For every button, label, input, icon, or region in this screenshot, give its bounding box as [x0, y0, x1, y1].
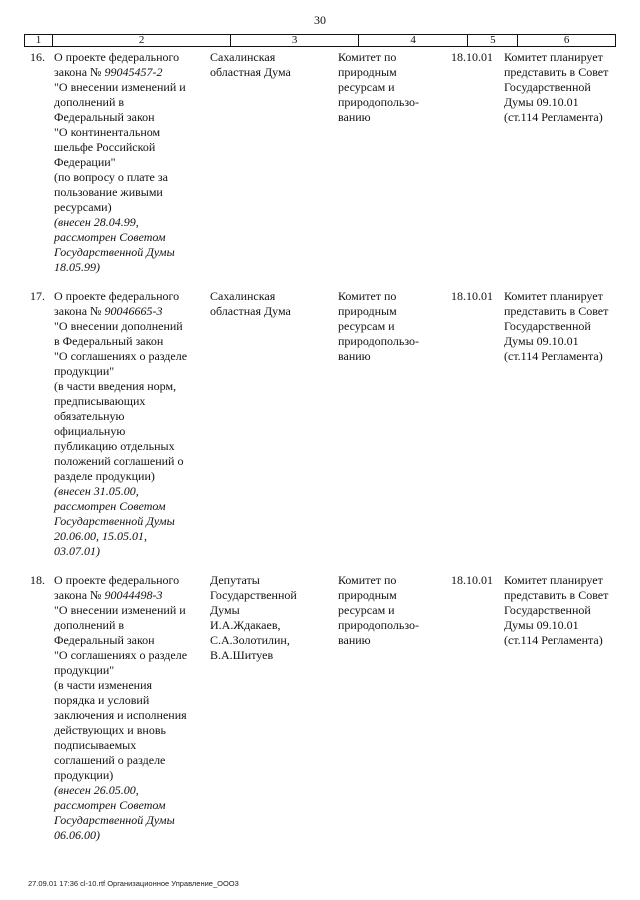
header-cell-1: 1 — [25, 35, 53, 46]
committee-line: ресурсам и — [338, 80, 395, 94]
author-line: областная Дума — [210, 304, 291, 318]
header-cell-6: 6 — [563, 34, 570, 46]
bill-author — [210, 573, 320, 663]
committee-line: ресурсам и — [338, 603, 395, 617]
description-line: Государственной Думы — [54, 813, 175, 827]
bill-author — [210, 289, 320, 319]
description-line: заключения и исполнения — [54, 708, 187, 722]
description-line: порядка и условий — [54, 693, 150, 707]
committee-line: природопользо- — [338, 95, 419, 109]
note-line: (ст.114 Регламента) — [504, 633, 603, 647]
description-line: продукции) — [54, 768, 114, 782]
description-line: 20.06.00, 15.05.01, — [54, 529, 147, 543]
author-line: областная Дума — [210, 65, 291, 79]
committee-line: Комитет по — [338, 50, 397, 64]
note-line: представить в Совет — [504, 304, 609, 318]
status-note — [504, 289, 616, 364]
note-line: Думы 09.10.01 — [504, 95, 579, 109]
note-line: Государственной — [504, 603, 591, 617]
description-line: Государственной Думы — [54, 514, 175, 528]
bill-author — [210, 50, 320, 80]
committee-line: ванию — [338, 633, 371, 647]
header-cell-2: 2 — [53, 35, 231, 46]
description-line: (внесен 31.05.00, — [54, 484, 139, 498]
document-footer: 27.09.01 17:36 cl-10.rtf Организационное Управление_ООО3 — [28, 879, 239, 888]
description-line: Федерации" — [54, 155, 116, 169]
committee-line: природным — [338, 304, 397, 318]
author-line: И.А.Ждакаев, — [210, 618, 281, 632]
description-line: подписываемых — [54, 738, 137, 752]
description-line: официальную — [54, 424, 126, 438]
description-line: "О внесении изменений и — [54, 80, 186, 94]
committee-line: ванию — [338, 110, 371, 124]
status-note — [504, 573, 616, 648]
description-line: О проекте федерального — [54, 289, 180, 303]
description-line: (внесен 26.05.00, — [54, 783, 139, 797]
committee-line: природопользо- — [338, 334, 419, 348]
description-line: рассмотрен Советом — [54, 230, 166, 244]
committee-line: природным — [338, 65, 397, 79]
note-line: представить в Совет — [504, 65, 609, 79]
description-line: "О соглашениях о разделе — [54, 648, 188, 662]
note-line: Государственной — [504, 80, 591, 94]
review-date: 18.10.01 — [451, 573, 493, 587]
note-line: представить в Совет — [504, 588, 609, 602]
header-cell-3: 3 — [231, 35, 359, 46]
committee-line: Комитет по — [338, 573, 397, 587]
description-line: действующих и вновь — [54, 723, 166, 737]
review-date: 18.10.01 — [451, 50, 493, 64]
description-line: разделе продукции) — [54, 469, 155, 483]
description-line: рассмотрен Советом — [54, 499, 166, 513]
description-line: продукции" — [54, 364, 115, 378]
committee-line: ресурсам и — [338, 319, 395, 333]
note-line: Думы 09.10.01 — [504, 618, 579, 632]
committee-line: природным — [338, 588, 397, 602]
note-line: Комитет планирует — [504, 289, 603, 303]
bill-number-line: закона № 90044498-3 — [54, 588, 163, 602]
description-line: "О континентальном — [54, 125, 161, 139]
author-line: Государственной — [210, 588, 297, 602]
committee-line: природопользо- — [338, 618, 419, 632]
description-line: "О соглашениях о разделе — [54, 349, 188, 363]
table-header-row — [24, 34, 616, 47]
author-line: Думы — [210, 603, 240, 617]
responsible-committee — [338, 573, 446, 648]
description-line: шельфе Российской — [54, 140, 156, 154]
description-line: "О внесении изменений и — [54, 603, 186, 617]
bill-description — [54, 289, 230, 559]
description-line: О проекте федерального — [54, 573, 180, 587]
note-line: Комитет планирует — [504, 50, 603, 64]
author-line: В.А.Шитуев — [210, 648, 274, 662]
description-line: Федеральный закон — [54, 110, 155, 124]
responsible-committee — [338, 289, 446, 364]
responsible-committee — [338, 50, 446, 125]
description-line: дополнений в — [54, 95, 125, 109]
description-line: 06.06.00) — [54, 828, 100, 842]
author-line: Депутаты — [210, 573, 260, 587]
description-line: Федеральный закон — [54, 633, 155, 647]
description-line: (в части изменения — [54, 678, 153, 692]
entry-number: 17. — [30, 289, 45, 303]
description-line: Государственной Думы — [54, 245, 175, 259]
author-line: С.А.Золотилин, — [210, 633, 290, 647]
committee-line: Комитет по — [338, 289, 397, 303]
note-line: Думы 09.10.01 — [504, 334, 579, 348]
description-line: в Федеральный закон — [54, 334, 164, 348]
description-line: соглашений о разделе — [54, 753, 166, 767]
description-line: дополнений в — [54, 618, 125, 632]
note-line: Государственной — [504, 319, 591, 333]
bill-description — [54, 573, 230, 843]
description-line: (внесен 28.04.99, — [54, 215, 139, 229]
entry-number: 18. — [30, 573, 45, 587]
note-line: Комитет планирует — [504, 573, 603, 587]
description-line: обязательную — [54, 409, 125, 423]
description-line: продукции" — [54, 663, 115, 677]
description-line: публикацию отдельных — [54, 439, 175, 453]
description-line: положений соглашений о — [54, 454, 184, 468]
description-line: рассмотрен Советом — [54, 798, 166, 812]
description-line: ресурсами) — [54, 200, 112, 214]
description-line: О проекте федерального — [54, 50, 180, 64]
description-line: предписывающих — [54, 394, 146, 408]
note-line: (ст.114 Регламента) — [504, 110, 603, 124]
entry-number: 16. — [30, 50, 45, 64]
page-number: 30 — [314, 13, 326, 27]
author-line: Сахалинская — [210, 50, 276, 64]
description-line: 18.05.99) — [54, 260, 100, 274]
header-cell-4: 4 — [359, 35, 469, 46]
bill-description — [54, 50, 230, 275]
description-line: (в части введения норм, — [54, 379, 177, 393]
committee-line: ванию — [338, 349, 371, 363]
author-line: Сахалинская — [210, 289, 276, 303]
description-line: (по вопросу о плате за — [54, 170, 168, 184]
review-date: 18.10.01 — [451, 289, 493, 303]
header-cell-5: 5 — [468, 35, 518, 46]
description-line: пользование живыми — [54, 185, 163, 199]
description-line: "О внесении дополнений — [54, 319, 183, 333]
description-line: 03.07.01) — [54, 544, 100, 558]
bill-number-line: закона № 99045457-2 — [54, 65, 163, 79]
bill-number-line: закона № 90046665-3 — [54, 304, 163, 318]
note-line: (ст.114 Регламента) — [504, 349, 603, 363]
status-note — [504, 50, 616, 125]
